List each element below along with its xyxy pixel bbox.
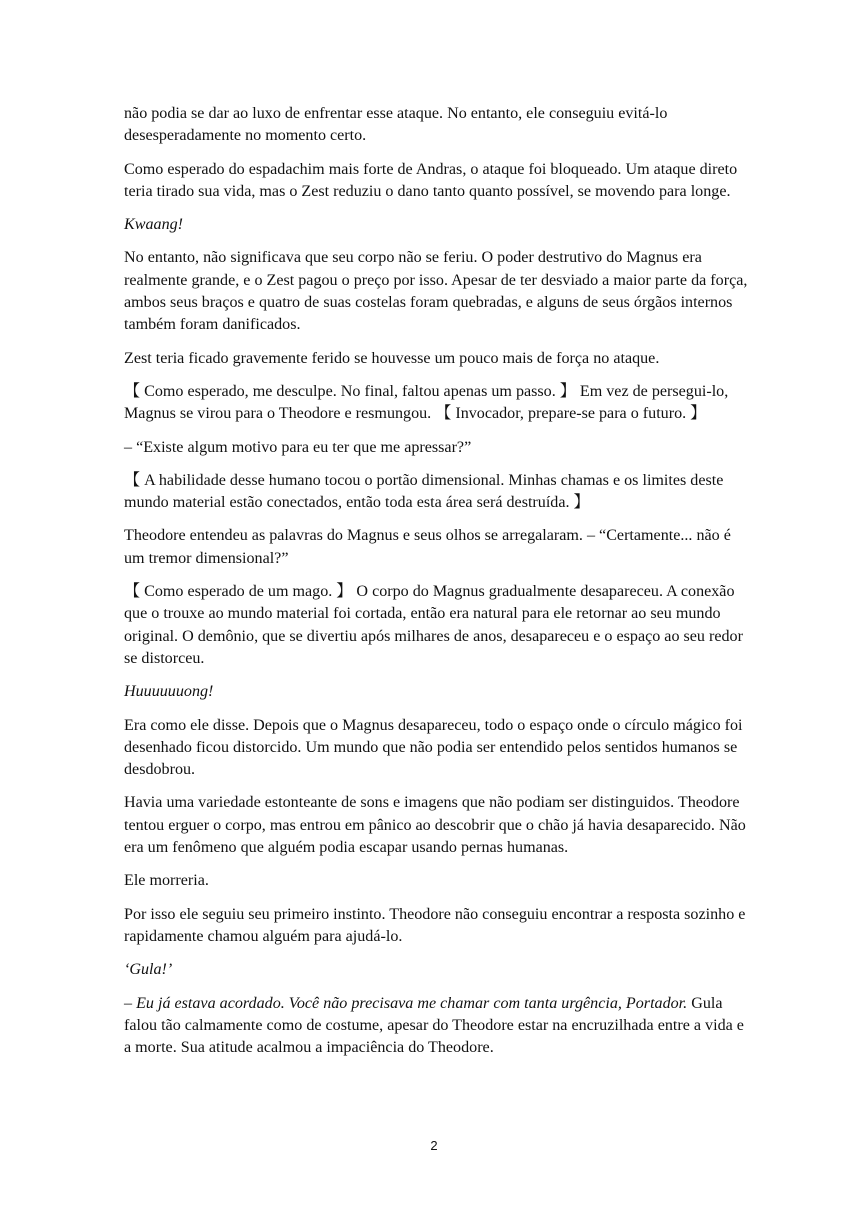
sound-effect: Huuuuuuong! [124, 683, 214, 701]
paragraph: Por isso ele seguiu seu primeiro instinto. Theodore não conseguiu encontrar a resposta sozinho e rapidamente chamou alguém para ajudá-lo. [124, 905, 746, 945]
document-body [124, 103, 750, 1070]
paragraph: 【 Como esperado de um mago. 】 O corpo do Magnus gradualmente desapareceu. A conexão que o trouxe ao mundo material foi cortada, então era natural para ele retornar ao seu mundo original. O demônio, que se divertiu após milhares de anos, desapareceu e o espaço ao seu redor se distorceu. [124, 583, 743, 667]
paragraph: No entanto, não significava que seu corpo não se feriu. O poder destrutivo do Magnus era realmente grande, e o Zest pagou o preço por isso. Apesar de ter desviado a maior parte da força, ambos seus braços e quatro de suas costelas foram quebradas, e alguns de seus órgãos internos também foram danificados. [124, 249, 748, 334]
paragraph: não podia se dar ao luxo de enfrentar esse ataque. No entanto, ele conseguiu evitá-lo desesperadamente no momento certo. [124, 105, 668, 145]
paragraph: Theodore entendeu as palavras do Magnus e seus olhos se arregalaram. – “Certamente... não é um tremor dimensional?” [124, 527, 731, 567]
paragraph: Como esperado do espadachim mais forte de Andras, o ataque foi bloqueado. Um ataque direto teria tirado sua vida, mas o Zest reduziu o dano tanto quanto possível, se movendo para longe. [124, 160, 738, 200]
dialogue-paragraph: – “Existe algum motivo para eu ter que me apressar?” [124, 438, 472, 456]
narration: Gula falou tão calmamente como de costume, apesar do Theodore estar na encruzilhada entre a vida e a morte. Sua atitude acalmou a impaciência do Theodore. [124, 994, 744, 1057]
italic-dialogue: – Eu já estava acordado. Você não precisava me chamar com tanta urgência, Portador. [124, 994, 688, 1012]
last-paragraph [124, 993, 750, 1060]
thought-line: ‘Gula!’ [124, 961, 173, 979]
paragraph: Havia uma variedade estonteante de sons e imagens que não podiam ser distinguidos. Theodore tentou erguer o corpo, mas entrou em pânico ao descobrir que o chão já havia desaparecido. Não era um fenômeno que alguém podia escapar usando pernas humanas. [124, 794, 746, 857]
page-number: 2 [430, 1138, 438, 1153]
paragraph: 【 A habilidade desse humano tocou o portão dimensional. Minhas chamas e os limites deste mundo material estão conectados, então toda esta área será destruída. 】 [124, 471, 724, 512]
paragraph: Era como ele disse. Depois que o Magnus desapareceu, todo o espaço onde o círculo mágico foi desenhado ficou distorcido. Um mundo que não podia ser entendido pelos sentidos humanos se desdobrou. [124, 716, 743, 779]
paragraph: Zest teria ficado gravemente ferido se houvesse um pouco mais de força no ataque. [124, 349, 660, 367]
sound-effect: Kwaang! [124, 216, 184, 234]
paragraph: Ele morreria. [124, 872, 209, 890]
paragraph: 【 Como esperado, me desculpe. No final, faltou apenas um passo. 】 Em vez de persegui-lo, Magnus se virou para o Theodore e resmungou. 【 Invocador, prepare-se para o futuro. 】 [124, 382, 729, 423]
